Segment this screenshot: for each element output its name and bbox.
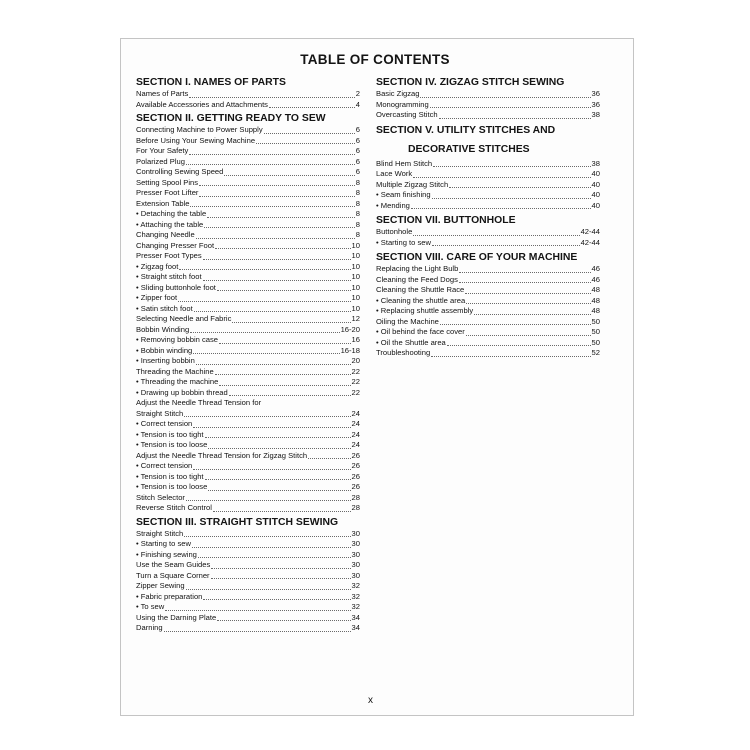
toc-entry-page: 2 (355, 89, 360, 98)
toc-entry-page: 8 (355, 230, 360, 239)
toc-entry-page: 26 (351, 450, 360, 460)
toc-entry-page: 16-18 (340, 345, 360, 355)
toc-entry (136, 304, 360, 315)
toc-entry-page: 36 (591, 89, 600, 98)
toc-entry (136, 388, 360, 399)
toc-entry-label: Oiling the Machine (376, 316, 439, 326)
toc-entry (136, 571, 360, 582)
toc-entry-page: 8 (355, 188, 360, 197)
toc-entry-page: 26 (351, 471, 360, 481)
toc-entry-label: • Drawing up bobbin thread (136, 387, 228, 397)
toc-entry (136, 472, 360, 483)
dot-leader (308, 457, 350, 459)
toc-entry-page: 30 (351, 560, 360, 569)
section-heading: SECTION IV. ZIGZAG STITCH SEWING (376, 77, 565, 88)
toc-entry (136, 230, 360, 241)
toc-entry-page: 10 (351, 303, 360, 313)
section-heading: SECTION V. UTILITY STITCHES AND (376, 124, 556, 136)
toc-entry (136, 262, 360, 273)
toc-entry-label: • Tension is too tight (136, 471, 204, 481)
dot-leader (189, 153, 354, 155)
dot-leader (204, 226, 355, 228)
toc-entry (136, 89, 360, 100)
toc-entry-page: 30 (351, 539, 360, 548)
toc-entry-page: 50 (591, 316, 600, 326)
toc-entry (136, 539, 360, 550)
toc-entry-page: 26 (351, 482, 360, 491)
toc-entry-label: Presser Foot Types (136, 251, 202, 260)
toc-entry-page: 50 (591, 327, 600, 336)
dot-leader (215, 373, 351, 375)
toc-entry (136, 251, 360, 262)
dot-leader (449, 186, 590, 188)
toc-entry-page: 24 (351, 429, 360, 439)
dot-leader (205, 436, 351, 438)
toc-entry (136, 272, 360, 283)
page-number: x (368, 695, 373, 706)
toc-entry-label: • Seam finishing (376, 190, 431, 199)
dot-leader (447, 344, 591, 346)
dot-leader (208, 447, 350, 449)
toc-entry (376, 227, 600, 238)
toc-entry-page: 46 (591, 274, 600, 284)
dot-leader (217, 289, 351, 291)
dot-leader (432, 244, 580, 246)
toc-entry-label: Buttonhole (376, 227, 413, 236)
toc-entry-page: 38 (591, 158, 600, 168)
toc-entry (136, 550, 360, 561)
toc-entry-page: 48 (591, 295, 600, 305)
toc-entry (136, 419, 360, 430)
toc-entry-page: 40 (591, 169, 600, 178)
toc-entry-label: Overcasting Stitch (376, 110, 438, 119)
toc-entry-label: Selecting Needle and Fabric (136, 314, 232, 323)
toc-entry (136, 409, 360, 420)
toc-entry-page: 10 (351, 282, 360, 292)
dot-leader (217, 619, 350, 621)
toc-entry-page: 40 (591, 200, 600, 210)
dot-leader (440, 323, 591, 325)
dot-leader (165, 609, 350, 611)
toc-entry-label: For Your Safety (136, 146, 189, 155)
toc-entry (136, 188, 360, 199)
dot-leader (196, 363, 351, 365)
toc-entry (136, 220, 360, 231)
toc-entry (136, 356, 360, 367)
toc-entry (136, 430, 360, 441)
dot-leader (205, 478, 351, 480)
toc-entry (136, 581, 360, 592)
dot-leader (211, 577, 351, 579)
toc-entry-label: Blind Hem Stitch (376, 158, 433, 168)
toc-entry-page: 6 (355, 135, 360, 145)
toc-entry (376, 338, 600, 349)
toc-entry (136, 283, 360, 294)
toc-entry-label: • Replacing shuttle assembly (376, 306, 474, 315)
toc-entry-label: Stitch Selector (136, 492, 185, 502)
dot-leader (439, 117, 591, 119)
toc-entry (136, 199, 360, 210)
toc-entry-page: 4 (355, 99, 360, 109)
toc-entry-page: 38 (591, 110, 600, 119)
toc-entry (136, 314, 360, 325)
toc-entry-label: • Correct tension (136, 419, 193, 428)
dot-leader (459, 281, 591, 283)
toc-entry-page: 32 (351, 581, 360, 590)
toc-entry (136, 592, 360, 603)
toc-entry-page: 10 (351, 293, 360, 302)
toc-entry-page: 12 (351, 314, 360, 323)
dot-leader (413, 176, 590, 178)
toc-entry (376, 180, 600, 191)
dot-leader (474, 313, 590, 315)
toc-entry-page: 36 (591, 99, 600, 109)
toc-entry-page: 10 (351, 240, 360, 250)
toc-entry (376, 238, 600, 249)
toc-entry-page: 34 (351, 623, 360, 632)
toc-entry (136, 335, 360, 346)
toc-entry-label: • Removing bobbin case (136, 335, 219, 344)
dot-leader (186, 588, 351, 590)
toc-entry (136, 613, 360, 624)
toc-entry (136, 293, 360, 304)
toc-entry-label: • Tension is too loose (136, 440, 208, 449)
toc-entry-label: Names of Parts (136, 89, 189, 98)
toc-entry-page: 48 (591, 285, 600, 294)
toc-entry-label: Straight Stitch (136, 408, 184, 418)
toc-entry-page: 48 (591, 306, 600, 315)
dot-leader (459, 271, 590, 273)
dot-leader (413, 234, 579, 236)
dot-leader (466, 334, 591, 336)
toc-entry-label: Replacing the Light Bulb (376, 264, 459, 273)
toc-entry-label: • Cleaning the shuttle area (376, 295, 466, 305)
toc-entry-page: 46 (591, 264, 600, 273)
toc-entry-label: Turn a Square Corner (136, 570, 210, 580)
dot-leader (164, 630, 351, 632)
toc-entry (376, 110, 600, 121)
dot-leader (190, 205, 354, 207)
toc-entry-label: Troubleshooting (376, 348, 431, 357)
toc-entry-label: Basic Zigzag (376, 89, 420, 98)
toc-entry-label: • Attaching the table (136, 219, 204, 229)
dot-leader (269, 106, 355, 108)
toc-entry-page: 28 (351, 492, 360, 502)
toc-entry-page: 8 (355, 177, 360, 187)
dot-leader (219, 384, 350, 386)
toc-entry-page: 6 (355, 146, 360, 155)
dot-leader (420, 96, 590, 98)
toc-entry-label: Zipper Sewing (136, 581, 185, 590)
toc-entry-page: 6 (355, 167, 360, 176)
toc-entry (136, 482, 360, 493)
dot-leader (208, 489, 350, 491)
toc-entry-label: • Zipper foot (136, 293, 178, 302)
dot-leader (262, 406, 359, 407)
dot-leader (465, 292, 590, 294)
toc-entry-label: • To sew (136, 602, 165, 611)
toc-entry-label: • Inserting bobbin (136, 356, 195, 365)
section-heading: SECTION III. STRAIGHT STITCH SEWING (136, 516, 339, 528)
dot-leader (189, 96, 354, 98)
toc-entry-label: • Threading the machine (136, 377, 219, 386)
toc-entry-page: 16 (351, 335, 360, 344)
dot-leader (433, 165, 590, 167)
dot-leader (256, 142, 355, 144)
toc-entry-label: Cleaning the Shuttle Race (376, 285, 465, 294)
toc-entry (376, 201, 600, 212)
toc-entry-page: 42-44 (580, 237, 600, 247)
toc-entry-page: 22 (351, 377, 360, 386)
toc-entry-label: Before Using Your Sewing Machine (136, 135, 256, 145)
toc-entry (376, 285, 600, 296)
toc-entry (376, 169, 600, 180)
toc-entry (136, 398, 360, 409)
toc-entry (136, 167, 360, 178)
dot-leader (432, 197, 591, 199)
dot-leader (186, 163, 355, 165)
toc-entry (376, 327, 600, 338)
dot-leader (184, 415, 350, 417)
toc-entry (136, 125, 360, 136)
toc-entry (376, 159, 600, 170)
toc-entry-page: 24 (351, 408, 360, 418)
section-heading: SECTION VII. BUTTONHOLE (376, 215, 516, 226)
toc-entry-label: Reverse Stitch Control (136, 503, 212, 512)
toc-entry (136, 367, 360, 378)
toc-entry-label: Threading the Machine (136, 366, 214, 376)
toc-entry (136, 346, 360, 357)
toc-entry-page: 8 (355, 209, 360, 218)
toc-entry-label: Adjust the Needle Thread Tension for (136, 398, 262, 407)
toc-entry-label: • Starting to sew (376, 237, 431, 247)
toc-entry-page: 32 (351, 602, 360, 611)
toc-entry (136, 529, 360, 540)
toc-entry-page: 22 (351, 387, 360, 397)
toc-right-column (376, 76, 600, 359)
toc-entry-page: 8 (355, 219, 360, 229)
toc-entry-label: Darning (136, 623, 163, 632)
toc-left-column (136, 76, 360, 634)
dot-leader (466, 302, 590, 304)
dot-leader (192, 546, 351, 548)
toc-entry-label: Polarized Plug (136, 156, 185, 166)
toc-entry (136, 178, 360, 189)
toc-entry-label: • Zigzag foot (136, 261, 179, 271)
toc-entry-page: 34 (351, 612, 360, 622)
toc-entry-label: Bobbin Winding (136, 324, 190, 334)
section-heading: SECTION II. GETTING READY TO SEW (136, 113, 326, 124)
toc-entry-page: 30 (351, 549, 360, 559)
dot-leader (411, 207, 591, 209)
toc-entry-page: 6 (355, 156, 360, 166)
toc-entry-page: 30 (351, 528, 360, 538)
toc-entry-label: Changing Needle (136, 230, 195, 239)
toc-entry-page: 52 (591, 348, 600, 357)
section-heading-continued: DECORATIVE STITCHES (408, 143, 530, 155)
toc-entry (376, 348, 600, 359)
toc-entry-page: 40 (591, 179, 600, 189)
dot-leader (193, 352, 339, 354)
toc-entry-label: • Mending (376, 200, 410, 210)
toc-entry-label: Presser Foot Lifter (136, 188, 199, 197)
dot-leader (229, 394, 351, 396)
toc-entry (376, 317, 600, 328)
dot-leader (430, 106, 591, 108)
toc-entry-label: Controlling Sewing Speed (136, 167, 224, 176)
dot-leader (215, 247, 350, 249)
toc-entry (136, 623, 360, 634)
toc-entry-label: Cleaning the Feed Dogs (376, 274, 458, 284)
toc-entry-page: 30 (351, 570, 360, 580)
toc-entry-label: Straight Stitch (136, 528, 184, 538)
toc-entry-label: • Oil the Shuttle area (376, 337, 446, 347)
dot-leader (194, 310, 351, 312)
toc-entry-label: Adjust the Needle Thread Tension for Zigzag Stitch (136, 450, 308, 460)
toc-entry (376, 100, 600, 111)
toc-entry-label: • Starting to sew (136, 539, 191, 548)
toc-entry (136, 602, 360, 613)
toc-entry-label: Lace Work (376, 169, 413, 178)
toc-entry (376, 296, 600, 307)
dot-leader (186, 499, 351, 501)
toc-entry-label: • Bobbin winding (136, 345, 193, 355)
toc-entry-label: Monogramming (376, 99, 429, 109)
toc-entry (136, 440, 360, 451)
dot-leader (203, 258, 351, 260)
dot-leader (196, 237, 355, 239)
toc-entry-page: 26 (351, 461, 360, 470)
toc-entry-label: • Oil behind the face cover (376, 327, 465, 336)
dot-leader (178, 300, 350, 302)
toc-entry-page: 10 (351, 272, 360, 281)
dot-leader (203, 279, 351, 281)
toc-entry-page: 10 (351, 261, 360, 271)
toc-entry (136, 461, 360, 472)
toc-entry-label: • Tension is too loose (136, 482, 208, 491)
toc-entry (136, 146, 360, 157)
dot-leader (264, 132, 355, 134)
dot-leader (199, 195, 354, 197)
toc-entry-page: 20 (351, 356, 360, 365)
toc-entry-page: 24 (351, 419, 360, 428)
toc-entry (136, 560, 360, 571)
toc-entry (376, 264, 600, 275)
toc-entry (136, 157, 360, 168)
toc-entry-label: • Sliding buttonhole foot (136, 282, 216, 292)
toc-entry-label: Setting Spool Pins (136, 177, 199, 187)
dot-leader (193, 468, 350, 470)
dot-leader (190, 331, 339, 333)
toc-entry (136, 377, 360, 388)
toc-entry-page: 8 (355, 198, 360, 208)
dot-leader (211, 567, 350, 569)
toc-entry (136, 493, 360, 504)
toc-entry-page: 50 (591, 337, 600, 347)
dot-leader (232, 321, 350, 323)
toc-entry (376, 306, 600, 317)
dot-leader (431, 355, 590, 357)
toc-entry-label: Use the Seam Guides (136, 560, 211, 569)
toc-entry (376, 190, 600, 201)
toc-entry (136, 100, 360, 111)
dot-leader (179, 268, 350, 270)
toc-entry-page: 16-20 (340, 324, 360, 334)
toc-entry-label: Available Accessories and Attachments (136, 99, 268, 109)
toc-entry-page: 6 (355, 125, 360, 134)
toc-entry (136, 451, 360, 462)
toc-entry-label: Connecting Machine to Power Supply (136, 125, 263, 134)
toc-entry (136, 241, 360, 252)
document-title: TABLE OF CONTENTS (300, 52, 450, 67)
toc-entry-label: Changing Presser Foot (136, 240, 215, 250)
toc-entry-label: Multiple Zigzag Stitch (376, 179, 449, 189)
toc-entry-label: • Detaching the table (136, 209, 207, 218)
dot-leader (219, 342, 351, 344)
dot-leader (224, 174, 354, 176)
toc-entry (136, 503, 360, 514)
toc-entry-label: • Straight stitch foot (136, 272, 202, 281)
toc-entry (136, 325, 360, 336)
toc-entry-label: • Satin stitch foot (136, 303, 193, 313)
toc-entry-label: Extension Table (136, 198, 190, 208)
toc-entry-label: • Tension is too tight (136, 429, 204, 439)
toc-entry-page: 10 (351, 251, 360, 260)
toc-entry-page: 42-44 (580, 227, 600, 236)
section-heading: SECTION VIII. CARE OF YOUR MACHINE (376, 252, 578, 263)
toc-entry-page: 40 (591, 190, 600, 199)
toc-entry-label: • Correct tension (136, 461, 193, 470)
toc-entry-page: 24 (351, 440, 360, 449)
toc-entry-label: Using the Darning Plate (136, 612, 217, 622)
dot-leader (213, 510, 351, 512)
dot-leader (203, 598, 350, 600)
toc-entry (136, 209, 360, 220)
toc-entry (376, 89, 600, 100)
toc-entry-page: 32 (351, 591, 360, 601)
toc-entry (136, 136, 360, 147)
toc-entry-label: • Finishing sewing (136, 549, 197, 559)
toc-entry-page: 22 (351, 366, 360, 376)
dot-leader (184, 535, 350, 537)
dot-leader (198, 556, 351, 558)
toc-entry (376, 275, 600, 286)
toc-entry-label: • Fabric preparation (136, 591, 203, 601)
dot-leader (193, 426, 350, 428)
dot-leader (199, 184, 355, 186)
dot-leader (207, 216, 355, 218)
toc-entry-page: 28 (351, 503, 360, 512)
section-heading: SECTION I. NAMES OF PARTS (136, 77, 286, 88)
